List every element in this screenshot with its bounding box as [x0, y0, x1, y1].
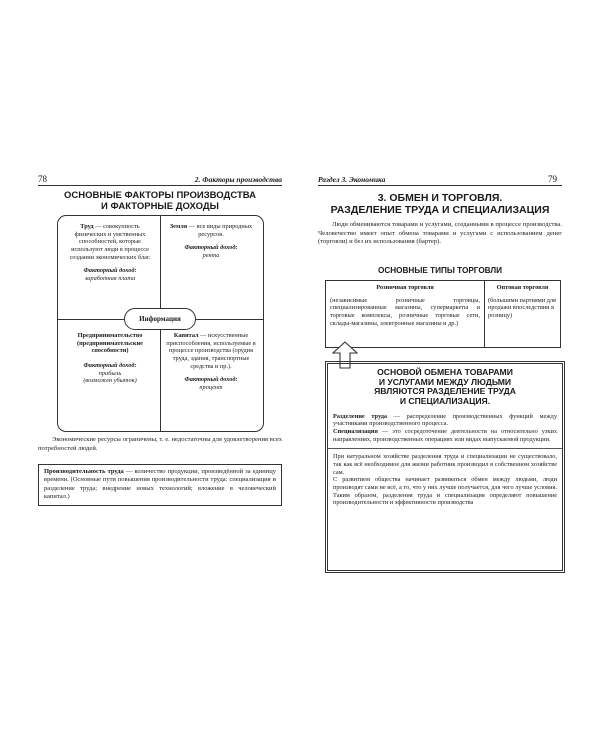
exchange-development-paragraph: С развитием общества начинает развиваться обмен между людьми, люди производят сами не всё, а то, что у них лучше получается, для чего лучше условия. Таким образом, разделения труда и специализация определяют повышение производительности и эффективности производства: [333, 476, 557, 507]
definition-division-of-labor: [333, 413, 557, 428]
trade-types-table: [325, 280, 561, 348]
right-page-title: [318, 192, 562, 216]
def1-text: — распределение производственных функций между участниками производственного процесса.: [333, 412, 557, 428]
labor-income-label: Факторный доход:: [83, 267, 137, 275]
main-title-line3: ЯВЛЯЮТСЯ РАЗДЕЛЕНИЕ ТРУДА: [374, 386, 516, 397]
retail-text: (независимые розничные торговцы, специализированные магазины, супермаркеты и торговые комплексы, розничные торговые сети, склады-магазины, электронные магазины и др.): [330, 296, 480, 327]
wholesale-header: Оптовая торговля: [496, 284, 549, 291]
right-title-line1: 3. ОБМЕН И ТОРГОВЛЯ.: [377, 192, 503, 204]
quadrant-capital: [165, 332, 257, 392]
left-header-rule: [38, 185, 282, 186]
main-box-title: [328, 368, 562, 407]
main-title-line4: И СПЕЦИАЛИЗАЦИЯ.: [399, 395, 491, 406]
capital-term: Капитал: [173, 332, 199, 339]
retail-header: Розничная торговля: [376, 284, 434, 291]
trade-types-title: ОСНОВНЫЕ ТИПЫ ТОРГОВЛИ: [377, 266, 503, 275]
right-running-head: Раздел 3. Экономика: [318, 175, 386, 184]
information-oval: Информация: [124, 308, 196, 330]
main-title-line2: И УСЛУГАМИ МЕЖДУ ЛЮДЬМИ: [378, 376, 512, 387]
capital-income-value: процент: [199, 384, 223, 392]
right-page-number: 79: [548, 174, 557, 184]
land-definition: [165, 223, 257, 238]
land-income-label: Факторный доход:: [184, 244, 238, 252]
capital-income-label: Факторный доход:: [184, 376, 238, 384]
quadrant-entrepreneurship: [64, 332, 156, 385]
labor-income-value: заработная плата: [84, 275, 136, 283]
right-title-line2: РАЗДЕЛЕНИЕ ТРУДА И СПЕЦИАЛИЗАЦИЯ: [330, 204, 550, 217]
labor-desc: — совокупность физических и умственных способностей, которые используют люди в процессе создании экономических благ.: [69, 223, 151, 261]
productivity-text: — количество продукции, произведённой за единицу времени. (Основные пути повышения производительности труда: специализация и разделение труда; внедрение новых технологий; вложение в человеческий капитал.): [44, 468, 276, 501]
left-running-head: 2. Факторы производства: [194, 175, 282, 184]
entrepreneurship-term: Предпринимательство: [77, 332, 143, 339]
factors-diagram: [57, 215, 264, 432]
def2-text: — это сосредоточение деятельности на относительно узких направлениях, производственных операциях или видах выпускаемой продукции.: [333, 427, 557, 443]
def2-term: Специализация: [333, 427, 378, 435]
land-term: Земля: [169, 223, 188, 230]
resources-paragraph: Экономические ресурсы ограничены, т. е. недостаточны для удовлетворения всех потребностей людей.: [38, 436, 282, 452]
entrepreneurship-income-label: Факторный доход:: [83, 362, 137, 370]
wholesale-column: [488, 284, 557, 320]
wholesale-text: (большими партиями для продажи впоследствии в розницу): [488, 296, 556, 320]
retail-column: [330, 284, 480, 327]
main-title-line1: ОСНОВОЙ ОБМЕНА ТОВАРАМИ: [377, 367, 513, 377]
right-header-rule: [318, 185, 562, 186]
land-desc: — все виды природных ресурсов.: [187, 223, 253, 238]
entrepreneurship-income-note: (возможен убыток): [83, 377, 137, 385]
labor-term: Труд: [80, 223, 94, 230]
quadrant-land: [165, 223, 257, 260]
quadrant-labor: [64, 223, 156, 283]
left-page-number: 78: [38, 174, 47, 184]
labor-definition: [64, 223, 156, 261]
main-box-divider: [328, 448, 562, 449]
productivity-term: Производительность труда: [44, 468, 124, 475]
capital-desc: — искусственные приспособления, используемые в процессе производства (орудия труда, здания, транспортные средства и пр.).: [166, 332, 256, 370]
entrepreneurship-income-value: прибыль: [98, 369, 122, 377]
division-of-labor-box: [325, 361, 565, 573]
left-title-line1: ОСНОВНЫЕ ФАКТОРЫ ПРОИЗВОДСТВА: [63, 190, 257, 201]
intro-paragraph: Люди обмениваются товарами и услугами, созданными в процессе производства. Человечество имеет опыт обмена товарами и услугами с использованием денег (торговли) и без их использования (бартер).: [318, 221, 562, 246]
definition-specialization: [333, 428, 557, 443]
def1-term: Разделение труда: [333, 412, 388, 420]
land-income-value: рента: [202, 252, 220, 260]
trade-table-divider: [484, 281, 485, 347]
entrepreneurship-desc: (предпринимательские способности): [77, 339, 143, 355]
left-page-title: [38, 191, 282, 213]
productivity-definition-box: [38, 464, 282, 506]
capital-definition: [165, 332, 257, 370]
natural-economy-paragraph: При натуральном хозяйстве разделения труда и специализации не существовало, так как всё необходимое для жизни работник производил в собственном хозяйстве сам.: [333, 453, 557, 476]
left-title-line2: И ФАКТОРНЫЕ ДОХОДЫ: [101, 200, 219, 212]
